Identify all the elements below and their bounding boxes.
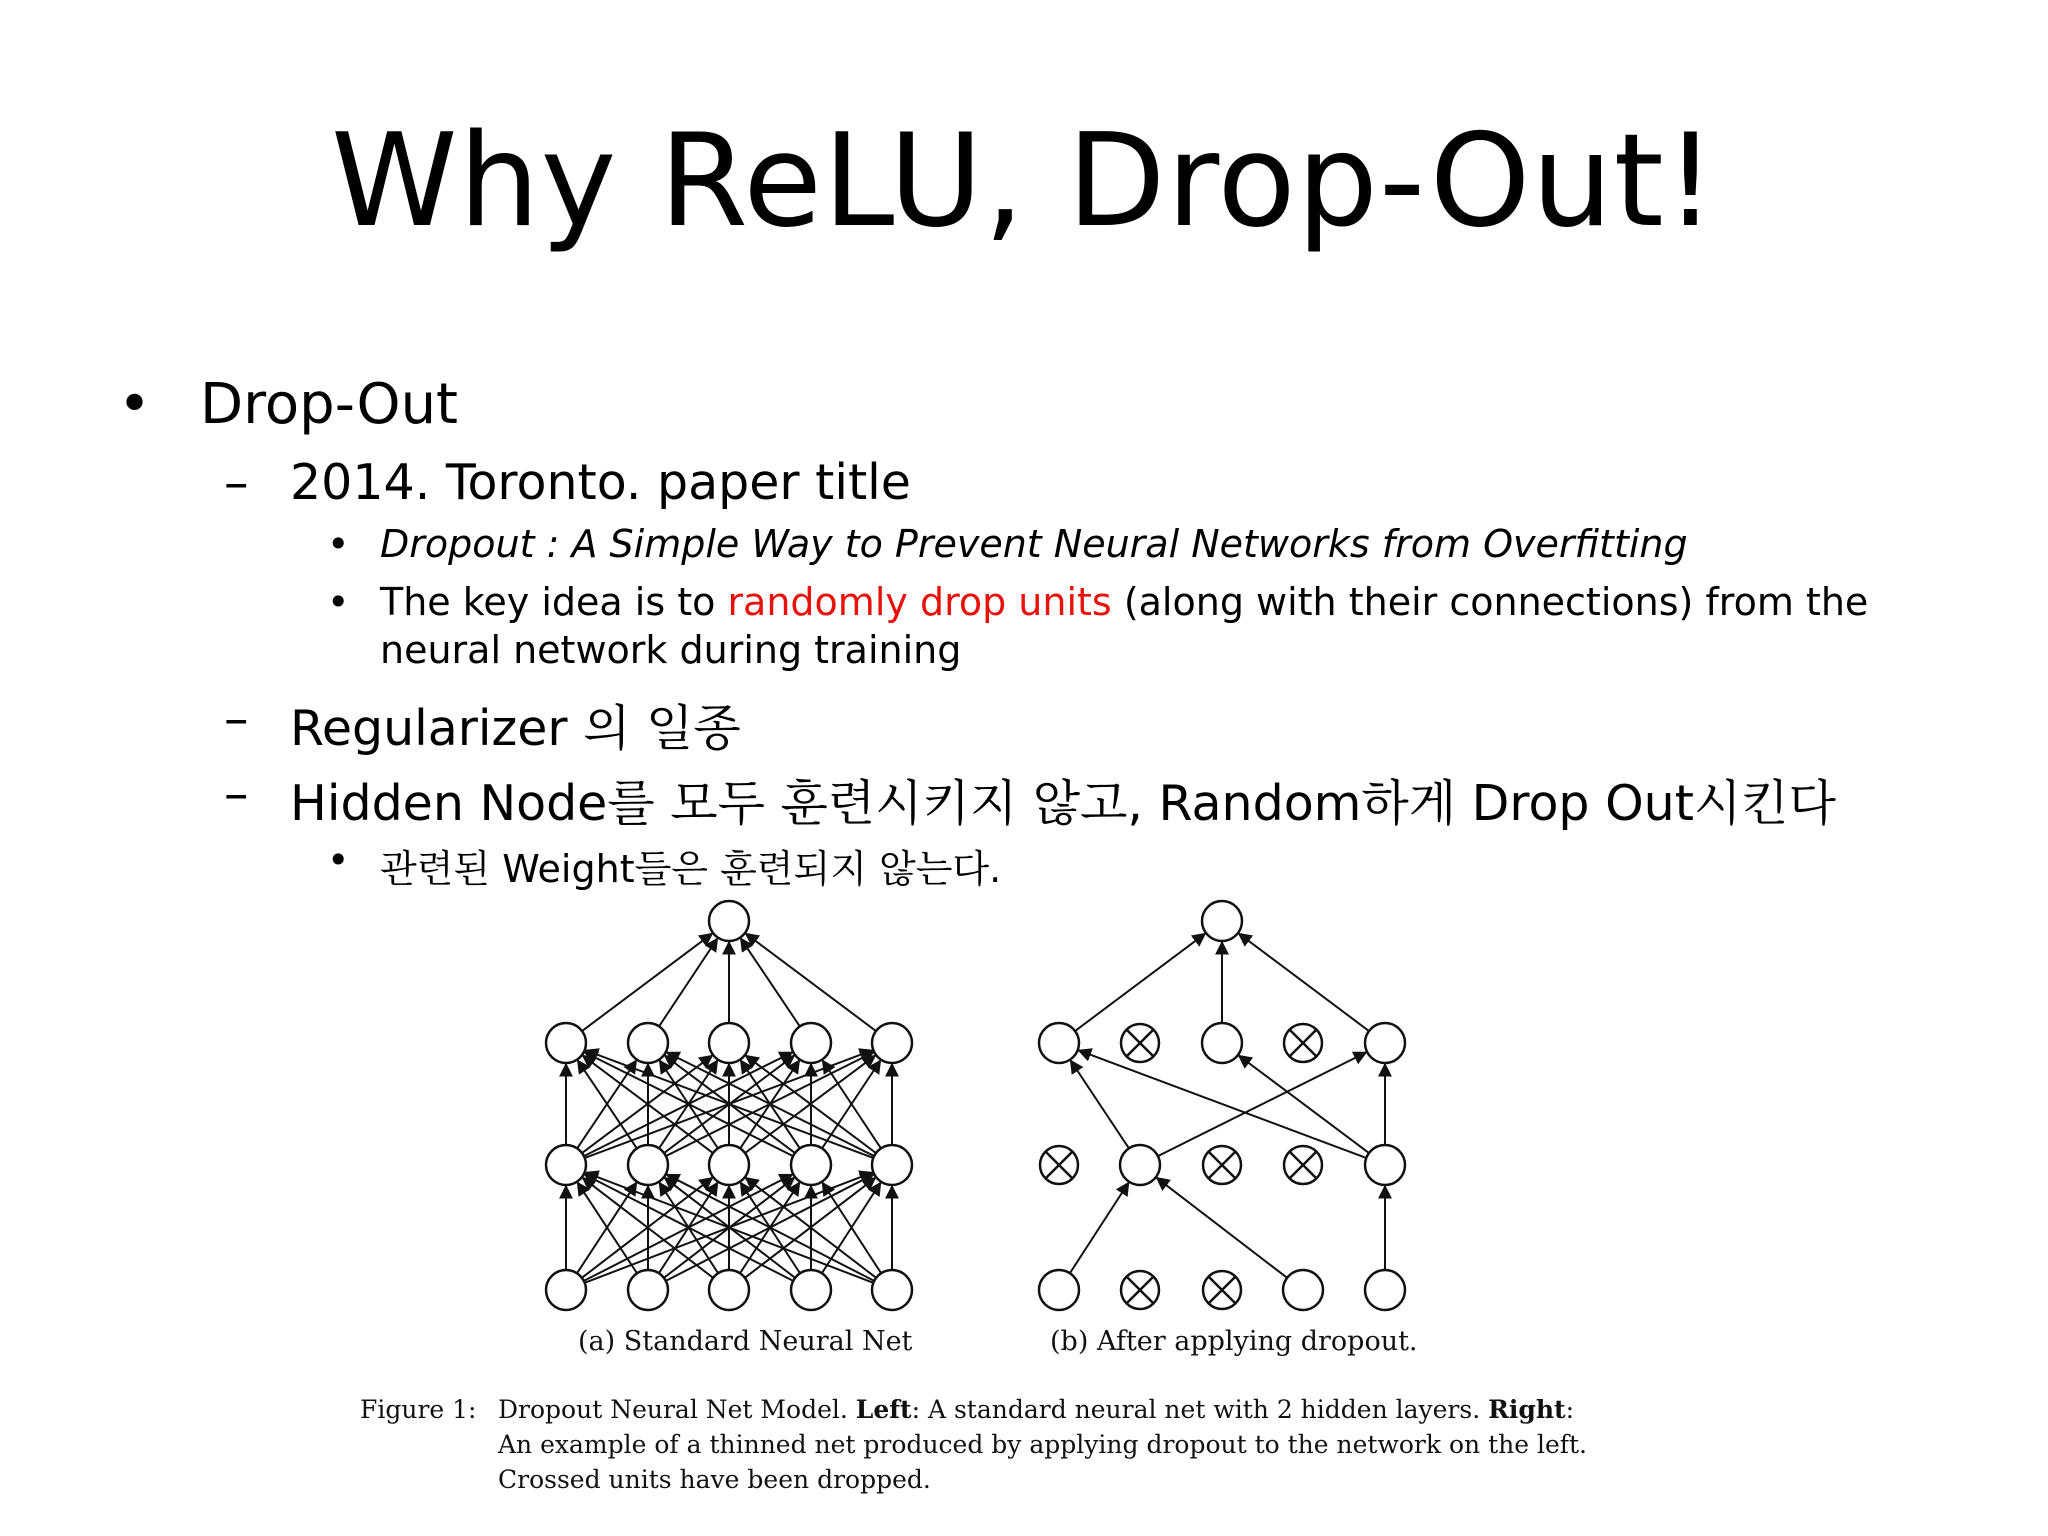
standard-network	[546, 901, 912, 1310]
network-unit	[1202, 901, 1242, 941]
slide-title: Why ReLU, Drop-Out!	[330, 107, 1718, 256]
network-unit	[1365, 1023, 1405, 1063]
caption-left-label: Left	[855, 1395, 912, 1424]
network-unit	[1039, 1270, 1079, 1310]
network-unit	[709, 1023, 749, 1063]
network-unit	[1039, 1023, 1079, 1063]
network-unit	[628, 1023, 668, 1063]
network-unit	[709, 1145, 749, 1185]
figure-caption-line2: An example of a thinned net produced by applying dropout to the network on the left.	[498, 1430, 1587, 1459]
connection-arrow	[1075, 934, 1205, 1031]
caption-right-label: Right	[1488, 1395, 1566, 1424]
network-unit	[872, 1145, 912, 1185]
dash-marker: –	[224, 690, 249, 747]
dash-marker: –	[224, 454, 249, 511]
bullet-hidden-node: Hidden Node를 모두 훈련시키지 않고, Random하게 Drop Out시킨다	[290, 775, 1836, 832]
network-unit	[791, 1270, 831, 1310]
network-unit	[791, 1145, 831, 1185]
connection-arrow	[1070, 1183, 1129, 1274]
network-unit	[546, 1023, 586, 1063]
key-idea-suffix: (along with their connections) from the	[1111, 580, 1869, 624]
network-unit	[872, 1270, 912, 1310]
bullet-marker: •	[118, 372, 152, 437]
figure-caption-line1	[498, 1395, 1574, 1424]
connection-arrow	[1071, 1060, 1129, 1148]
subcaption-standard: (a) Standard Neural Net	[578, 1326, 913, 1357]
bullet-dropout: Drop-Out	[200, 372, 459, 437]
bullet-paper: 2014. Toronto. paper title	[290, 454, 911, 511]
network-unit	[709, 901, 749, 941]
connection-arrow	[1079, 1050, 1367, 1158]
bullet-weights: 관련된 Weight들은 훈련되지 않는다.	[380, 847, 1002, 891]
key-idea-highlight: randomly drop units	[727, 580, 1112, 624]
network-unit	[1283, 1270, 1323, 1310]
dash-marker: –	[224, 765, 249, 822]
connection-arrow	[746, 934, 876, 1031]
caption-part: Dropout Neural Net Model.	[498, 1395, 848, 1424]
connection-arrow	[1157, 1178, 1287, 1278]
connection-arrow	[1239, 1056, 1369, 1153]
network-unit	[1120, 1145, 1160, 1185]
network-unit	[628, 1270, 668, 1310]
network-unit	[1365, 1145, 1405, 1185]
network-unit	[546, 1145, 586, 1185]
connection-arrow	[582, 934, 712, 1031]
bullet-key-idea-line2: neural network during training	[380, 628, 962, 672]
network-unit	[709, 1270, 749, 1310]
dropout-network	[1039, 901, 1405, 1310]
network-unit	[1202, 1023, 1242, 1063]
key-idea-prefix: The key idea is to	[380, 580, 728, 624]
figure-caption-line3: Crossed units have been dropped.	[498, 1465, 931, 1494]
network-unit	[872, 1023, 912, 1063]
caption-part: : A standard neural net with 2 hidden layers.	[911, 1395, 1481, 1424]
network-unit	[1365, 1270, 1405, 1310]
connection-arrow	[1158, 1052, 1366, 1156]
caption-part: :	[1565, 1395, 1575, 1424]
bullet-marker: •	[327, 522, 350, 566]
subcaption-dropout: (b) After applying dropout.	[1050, 1326, 1418, 1357]
connection-arrow	[1239, 934, 1369, 1031]
network-unit	[546, 1270, 586, 1310]
figure-caption-label: Figure 1:	[360, 1395, 477, 1424]
bullet-regularizer: Regularizer 의 일종	[290, 700, 741, 757]
network-unit	[791, 1023, 831, 1063]
network-unit	[628, 1145, 668, 1185]
bullet-marker: •	[327, 838, 350, 882]
bullet-marker: •	[327, 580, 350, 624]
bullet-paper-title: Dropout : A Simple Way to Prevent Neural Networks from Overfitting	[380, 522, 1688, 566]
